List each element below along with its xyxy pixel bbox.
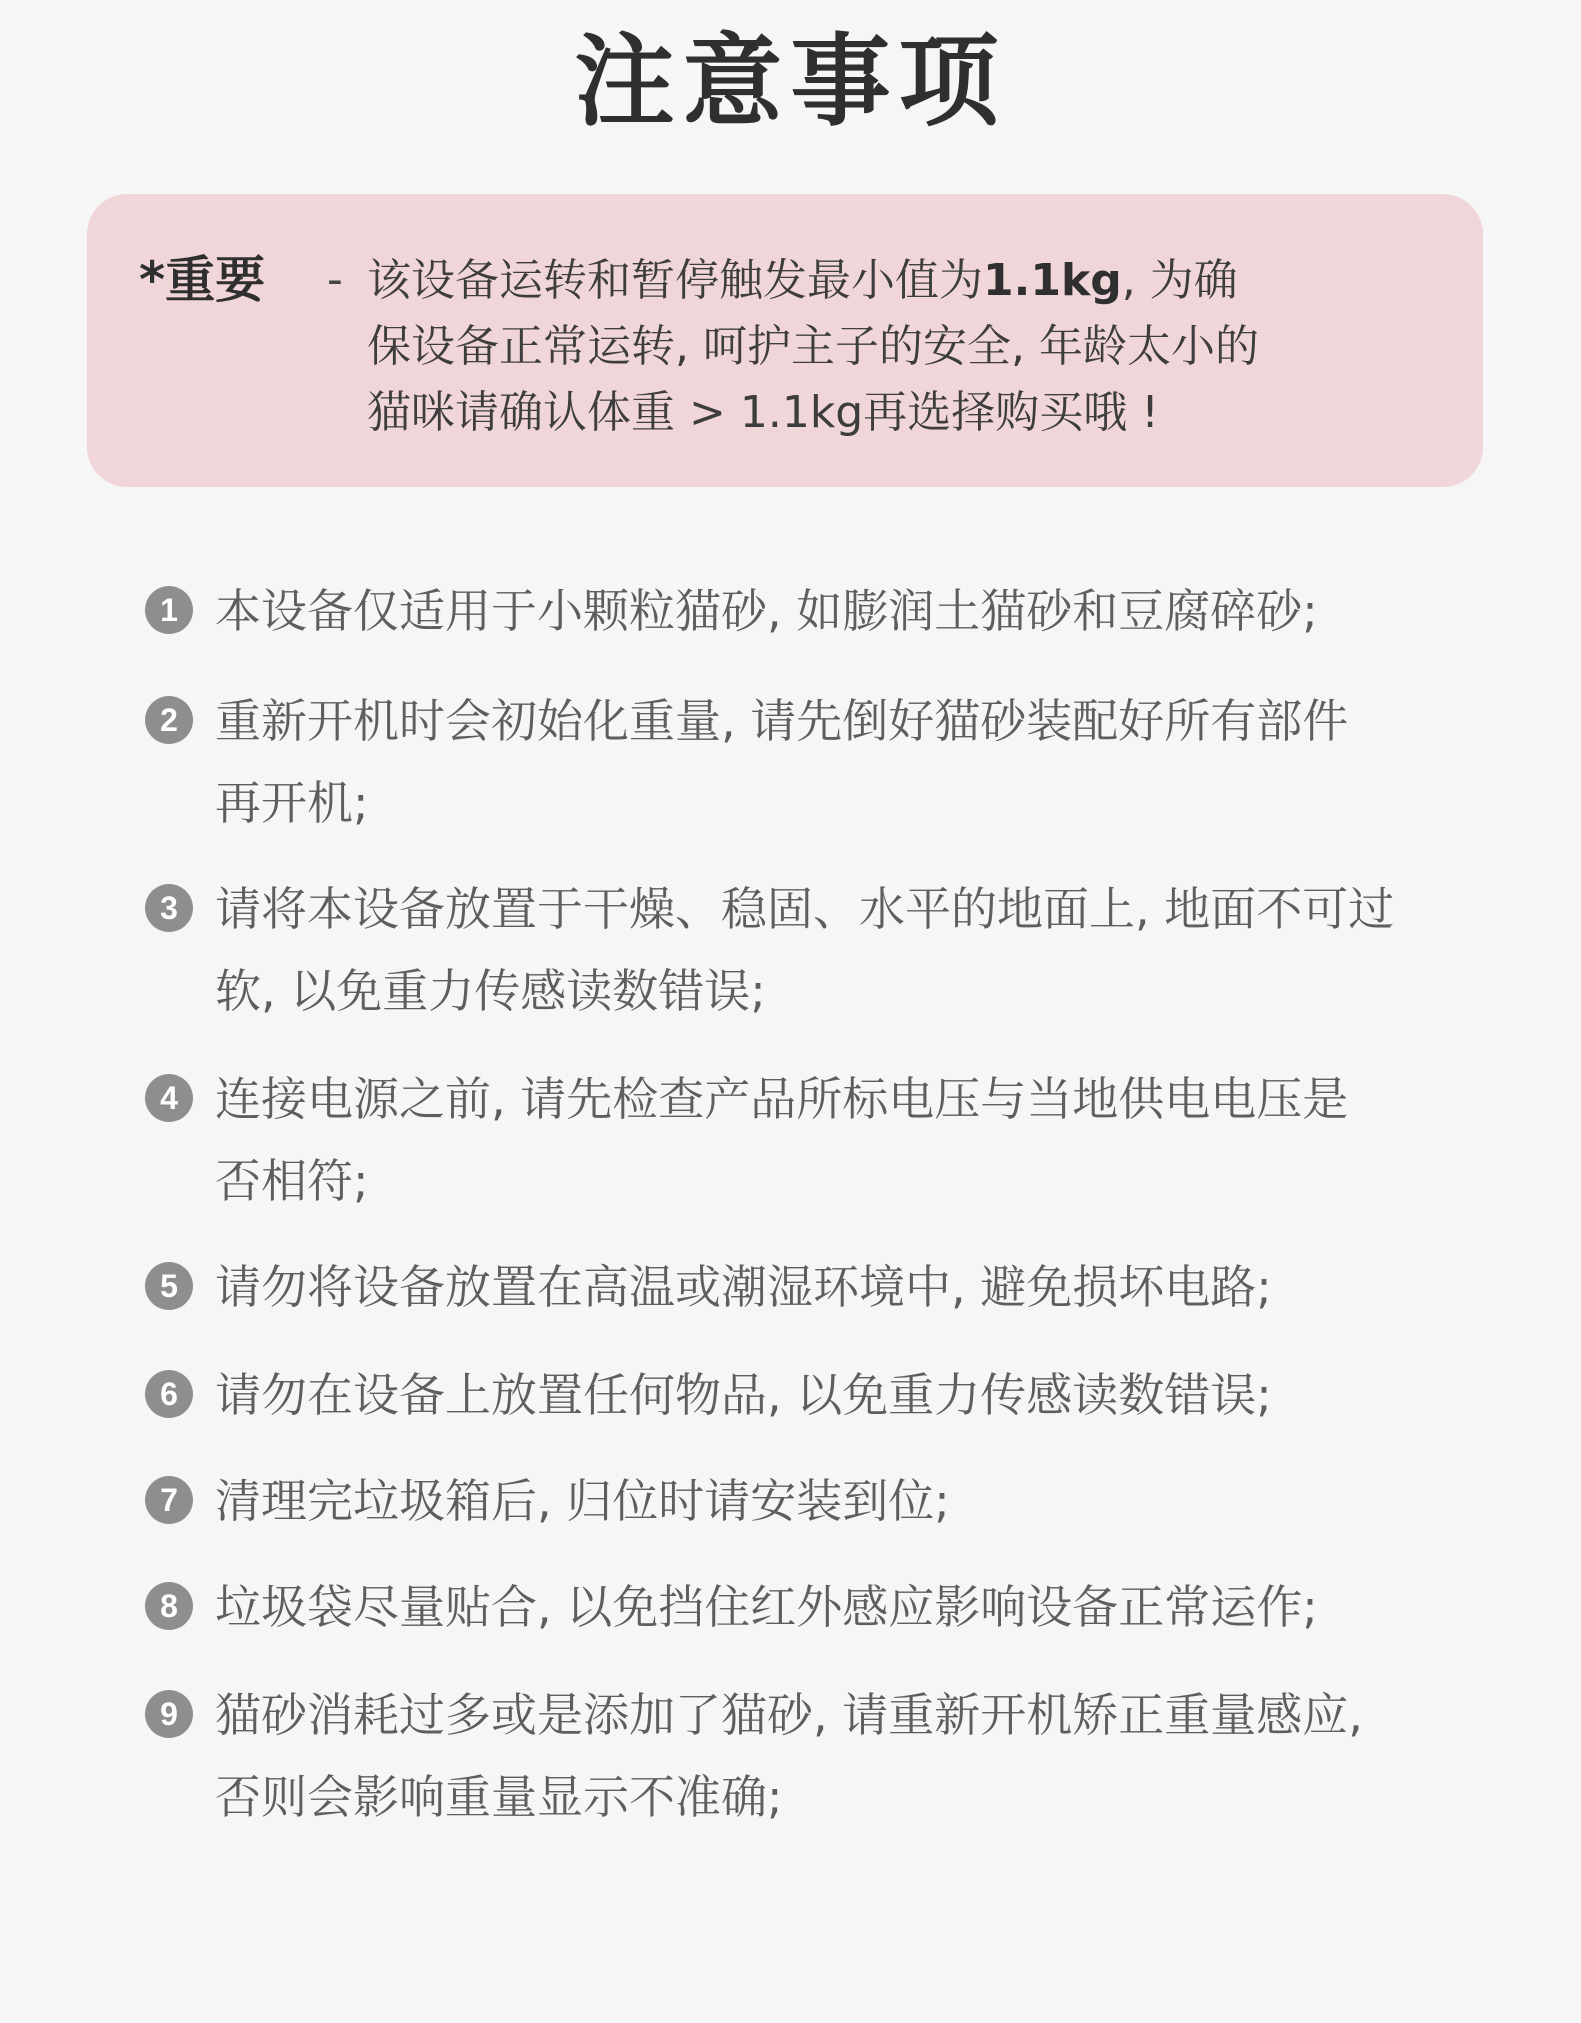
item-line: 请勿在设备上放置任何物品, 以免重力传感读数错误; — [215, 1368, 1272, 1422]
notice-dash: - — [327, 254, 343, 305]
page-title: 注意事项 — [574, 23, 1007, 140]
item-line: 再开机; — [215, 776, 369, 830]
number-badge: 8 — [145, 1582, 193, 1630]
important-label: *重要 — [139, 251, 266, 309]
number-badge: 4 — [145, 1074, 193, 1122]
item-line: 请将本设备放置于干燥、稳固、水平的地面上, 地面不可过 — [215, 882, 1395, 936]
item-line: 否则会影响重量显示不准确; — [215, 1770, 783, 1824]
notice-line-1-post: , 为确 — [1121, 255, 1238, 306]
item-line: 猫砂消耗过多或是添加了猫砂, 请重新开机矫正重量感应, — [215, 1688, 1363, 1742]
item-text — [215, 680, 1348, 844]
item-line: 本设备仅适用于小颗粒猫砂, 如膨润土猫砂和豆腐碎砂; — [215, 584, 1318, 638]
number-badge: 9 — [145, 1690, 193, 1738]
item-text — [215, 1566, 1318, 1648]
item-text — [215, 1058, 1348, 1222]
item-text — [215, 868, 1394, 1032]
number-badge: 5 — [145, 1262, 193, 1310]
notice-line-3: 猫咪请确认体重 > 1.1kg再选择购买哦 ! — [367, 387, 1159, 438]
item-line: 重新开机时会初始化重量, 请先倒好猫砂装配好所有部件 — [215, 694, 1349, 748]
item-line: 清理完垃圾箱后, 归位时请安装到位; — [215, 1474, 950, 1528]
item-text — [215, 1674, 1363, 1838]
item-line: 连接电源之前, 请先检查产品所标电压与当地供电电压是 — [215, 1072, 1349, 1126]
item-text — [215, 570, 1318, 652]
notice-line-2: 保设备正常运转, 呵护主子的安全, 年龄太小的 — [367, 321, 1259, 372]
item-line: 垃圾袋尽量贴合, 以免挡住红外感应影响设备正常运作; — [215, 1580, 1318, 1634]
important-notice-box — [87, 194, 1483, 487]
notice-min-weight: 1.1kg — [983, 255, 1122, 306]
notice-line-1 — [367, 248, 1238, 314]
item-line: 否相符; — [215, 1154, 369, 1208]
number-badge: 2 — [145, 696, 193, 744]
item-line: 请勿将设备放置在高温或潮湿环境中, 避免损坏电路; — [215, 1260, 1272, 1314]
notice-line-1-pre: 该设备运转和暂停触发最小值为 — [367, 255, 983, 306]
number-badge: 3 — [145, 884, 193, 932]
number-badge: 1 — [145, 586, 193, 634]
number-badge: 6 — [145, 1370, 193, 1418]
item-text — [215, 1246, 1272, 1328]
item-text — [215, 1460, 950, 1542]
item-line: 软, 以免重力传感读数错误; — [215, 964, 766, 1018]
number-badge: 7 — [145, 1476, 193, 1524]
item-text — [215, 1354, 1272, 1436]
